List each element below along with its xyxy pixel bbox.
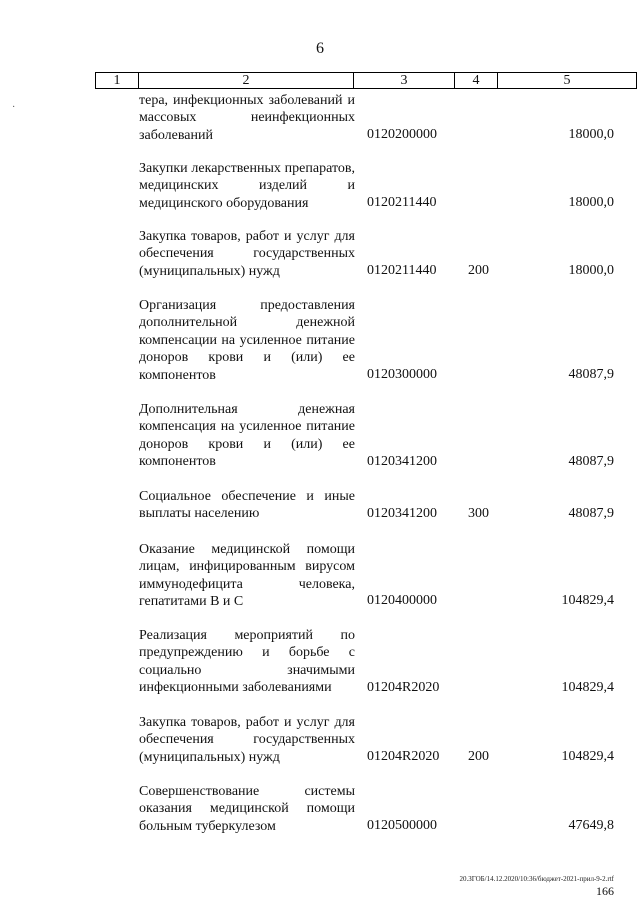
row-amount: 104829,4 — [561, 749, 614, 764]
row-type: 200 — [468, 749, 489, 764]
row-description: Закупка товаров, работ и услуг для обеспечения государственных (муниципальных) нужд — [139, 715, 355, 765]
page-number: 6 — [316, 40, 324, 57]
row-description: Организация предоставления дополнительной денежной компенсации на усиленное питание доноров крови и (или) ее компонентов — [139, 298, 355, 383]
row-description: Дополнительная денежная компенсация на усиленное питание доноров крови и (или) ее компонентов — [139, 402, 355, 470]
row-amount: 104829,4 — [561, 593, 614, 608]
row-code: 0120211440 — [367, 263, 437, 278]
row-amount: 47649,8 — [568, 818, 614, 833]
row-code: 0120200000 — [367, 127, 437, 142]
row-code: 0120400000 — [367, 593, 437, 608]
row-amount: 48087,9 — [568, 454, 614, 469]
row-amount: 18000,0 — [568, 127, 614, 142]
row-description: Оказание медицинской помощи лицам, инфицированным вирусом иммунодефицита человека, гепатитами B и C — [139, 542, 355, 610]
row-amount: 48087,9 — [568, 506, 614, 521]
row-description: тера, инфекционных заболеваний и массовых неинфекционных заболеваний — [139, 93, 355, 143]
row-description: Социальное обеспечение и иные выплаты населению — [139, 489, 355, 522]
sheet-number: 166 — [596, 884, 614, 898]
row-code: 0120500000 — [367, 818, 437, 833]
column-header-1: 1 — [96, 73, 139, 89]
row-type: 300 — [468, 506, 489, 521]
row-amount: 104829,4 — [561, 680, 614, 695]
row-description: Закупки лекарственных препаратов, медицинских изделий и медицинского оборудования — [139, 161, 355, 211]
document-reference: 20.ЗГОБ/14.12.2020/10:36/бюджет-2021-прил-9-2.rtf — [459, 875, 614, 883]
row-amount: 48087,9 — [568, 367, 614, 382]
row-description: Закупка товаров, работ и услуг для обеспечения государственных (муниципальных) нужд — [139, 229, 355, 279]
column-header-4: 4 — [455, 73, 498, 89]
row-code: 01204R2020 — [367, 749, 440, 764]
row-description: Совершенствование системы оказания медицинской помощи больным туберкулезом — [139, 784, 355, 834]
row-amount: 18000,0 — [568, 263, 614, 278]
column-header-5: 5 — [498, 73, 637, 89]
row-code: 0120341200 — [367, 454, 437, 469]
row-description: Реализация мероприятий по предупреждению и борьбе с социально значимыми инфекционными заболеваниями — [139, 628, 355, 696]
row-code: 01204R2020 — [367, 680, 440, 695]
row-code: 0120341200 — [367, 506, 437, 521]
row-type: 200 — [468, 263, 489, 278]
row-amount: 18000,0 — [568, 195, 614, 210]
row-code: 0120211440 — [367, 195, 437, 210]
row-code: 0120300000 — [367, 367, 437, 382]
column-header-3: 3 — [354, 73, 455, 89]
column-header-2: 2 — [139, 73, 354, 89]
margin-mark: · — [12, 102, 16, 113]
